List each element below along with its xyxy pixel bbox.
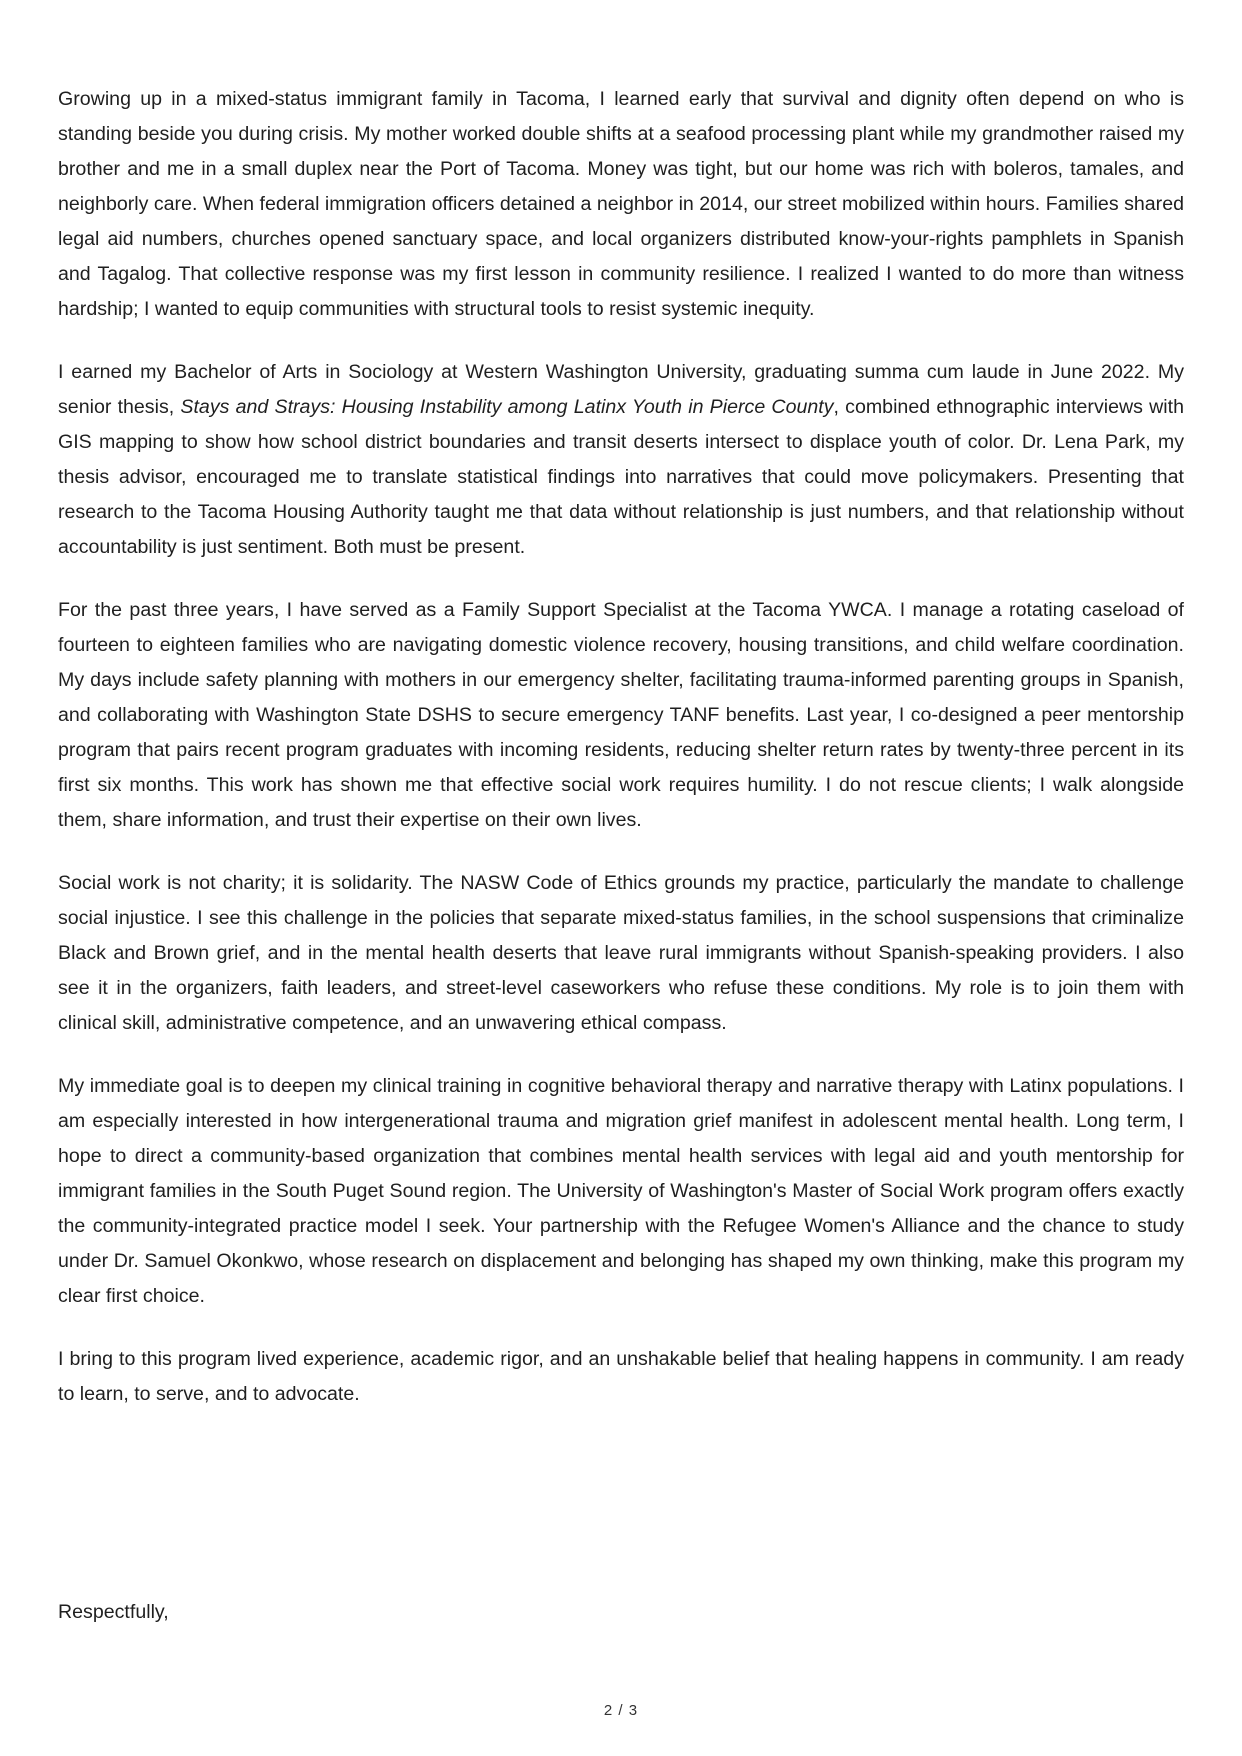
closing-salutation: Respectfully, xyxy=(58,1601,169,1623)
paragraph-goals: My immediate goal is to deepen my clinical training in cognitive behavioral therapy and narrative therapy with Latinx populations. I am especially interested in how intergenerational trauma and migration grief manifest in adolescent mental health. Long term, I hope to direct a community-based organization that combines mental health services with legal aid and youth mentorship for immigrant families in the South Puget Sound region. The University of Washington's Master of Social Work program offers exactly the community-integrated practice model I seek. Your partnership with the Refugee Women's Alliance and the chance to study under Dr. Samuel Okonkwo, whose research on displacement and belonging has shaped my own thinking, make this program my clear first choice. xyxy=(58,1075,1184,1307)
page-number: 2 / 3 xyxy=(603,1702,639,1719)
paragraph-education-intro: I earned my Bachelor of Arts in Sociology at Western Washington University, graduating summa cum laude in June 2022. My senior thesis, xyxy=(58,361,1184,418)
paragraph-upbringing: Growing up in a mixed-status immigrant family in Tacoma, I learned early that survival and dignity often depend on who is standing beside you during crisis. My mother worked double shifts at a seafood processing plant while my grandmother raised my brother and me in a small duplex near the Port of Tacoma. Money was tight, but our home was rich with boleros, tamales, and neighborly care. When federal immigration officers detained a neighbor in 2014, our street mobilized within hours. Families shared legal aid numbers, churches opened sanctuary space, and local organizers distributed know-your-rights pamphlets in Spanish and Tagalog. That collective response was my first lesson in community resilience. I realized I wanted to do more than witness hardship; I wanted to equip communities with structural tools to resist systemic inequity. xyxy=(58,88,1184,320)
paragraph-values: Social work is not charity; it is solidarity. The NASW Code of Ethics grounds my practice, particularly the mandate to challenge social injustice. I see this challenge in the policies that separate mixed-status families, in the school suspensions that criminalize Black and Brown grief, and in the mental health deserts that leave rural immigrants without Spanish-speaking providers. I also see it in the organizers, faith leaders, and street-level caseworkers who refuse these conditions. My role is to join them with clinical skill, administrative competence, and an unwavering ethical compass. xyxy=(58,872,1184,1034)
paragraph-education xyxy=(58,355,1184,565)
paragraph-conclusion: I bring to this program lived experience, academic rigor, and an unshakable belief that healing happens in community. I am ready to learn, to serve, and to advocate. xyxy=(58,1348,1184,1405)
paragraph-experience: For the past three years, I have served as a Family Support Specialist at the Tacoma YWCA. I manage a rotating caseload of fourteen to eighteen families who are navigating domestic violence recovery, housing transitions, and child welfare coordination. My days include safety planning with mothers in our emergency shelter, facilitating trauma-informed parenting groups in Spanish, and collaborating with Washington State DSHS to secure emergency TANF benefits. Last year, I co-designed a peer mentorship program that pairs recent program graduates with incoming residents, reducing shelter return rates by twenty-three percent in its first six months. This work has shown me that effective social work requires humility. I do not rescue clients; I walk alongside them, share information, and trust their expertise on their own lives. xyxy=(58,599,1184,831)
paragraph-education-rest: , combined ethnographic interviews with GIS mapping to show how school district boundaries and transit deserts intersect to displace youth of color. Dr. Lena Park, my thesis advisor, encouraged me to translate statistical findings into narratives that could move policymakers. Presenting that research to the Tacoma Housing Authority taught me that data without relationship is just numbers, and that relationship without accountability is just sentiment. Both must be present. xyxy=(58,396,1184,558)
thesis-title: Stays and Strays: Housing Instability among Latinx Youth in Pierce County xyxy=(180,396,834,418)
document-body xyxy=(58,82,1184,1440)
